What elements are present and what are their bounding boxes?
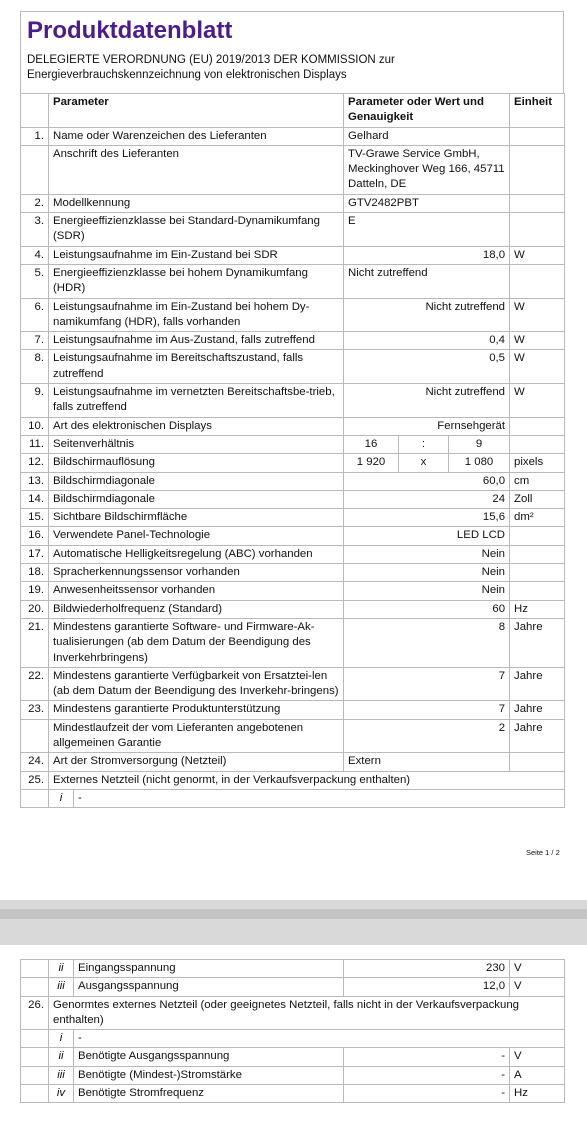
- table-row: [21, 582, 565, 600]
- row-value: 7: [344, 667, 510, 701]
- row-number: 15.: [21, 509, 49, 527]
- row-label: Anwesenheitssensor vorhanden: [49, 582, 344, 600]
- row-value: TV-Grawe Service GmbH, Meckinghover Weg 166, 45711 Datteln, DE: [344, 145, 510, 194]
- subrow-numeral: i: [49, 789, 74, 807]
- subrow-value: -: [344, 1048, 510, 1066]
- row-number: 7.: [21, 332, 49, 350]
- resolution-height: 1 080: [449, 454, 510, 472]
- table-row: [21, 384, 565, 418]
- subrow-numeral: ii: [49, 1048, 74, 1066]
- table-row: [21, 564, 565, 582]
- table-header-row: [21, 94, 565, 128]
- header-unit: Einheit: [510, 94, 565, 128]
- row-unit: Hz: [510, 600, 565, 618]
- row-label: Seitenverhältnis: [49, 435, 344, 453]
- row-value: Gelhard: [344, 127, 510, 145]
- row-unit: W: [510, 332, 565, 350]
- subrow-label: Ausgangsspannung: [74, 978, 344, 996]
- row-label: Leistungsaufnahme im Ein-Zustand bei hohem Dy-namikumfang (HDR), falls vorhanden: [49, 298, 344, 332]
- row-unit: [510, 435, 565, 453]
- row-label: Genormtes externes Netzteil (oder geeignetes Netzteil, falls nicht in der Verkaufsverpackung enthalten): [49, 996, 565, 1030]
- row-unit: [510, 753, 565, 771]
- row-label: Verwendete Panel-Technologie: [49, 527, 344, 545]
- row-unit: Jahre: [510, 719, 565, 753]
- row-label: Anschrift des Lieferanten: [49, 145, 344, 194]
- row-number: 11.: [21, 435, 49, 453]
- row-label: Bildschirmdiagonale: [49, 472, 344, 490]
- row-label: Art der Stromversorgung (Netzteil): [49, 753, 344, 771]
- row-unit: W: [510, 384, 565, 418]
- row-unit: dm²: [510, 509, 565, 527]
- row-label: Energieeffizienzklasse bei Standard-Dynamikumfang (SDR): [49, 213, 344, 247]
- row-label: Leistungsaufnahme im Aus-Zustand, falls zutreffend: [49, 332, 344, 350]
- table-row: [21, 771, 565, 789]
- row-unit: Jahre: [510, 618, 565, 667]
- table-row: [21, 667, 565, 701]
- row-number: 17.: [21, 545, 49, 563]
- subrow-label: Eingangsspannung: [74, 960, 344, 978]
- header-value: Parameter oder Wert und Genauigkeit: [344, 94, 510, 128]
- row-unit: [510, 213, 565, 247]
- empty-nr-cell: [21, 789, 49, 807]
- row-label: Mindestens garantierte Software- und Firmware-Ak-tualisierungen (ab dem Datum der Beendigung des Inverkehrbringens): [49, 618, 344, 667]
- row-label: Externes Netzteil (nicht genormt, in der Verkaufsverpackung enthalten): [49, 771, 565, 789]
- empty-nr-cell: [21, 1048, 49, 1066]
- table-subrow: [21, 1085, 565, 1103]
- row-unit: Zoll: [510, 490, 565, 508]
- row-number: 21.: [21, 618, 49, 667]
- table-subrow: [21, 1066, 565, 1084]
- table-row: [21, 145, 565, 194]
- row-number: 5.: [21, 264, 49, 298]
- subrow-unit: V: [510, 1048, 565, 1066]
- row-label: Leistungsaufnahme im vernetzten Bereitschaftsbe-trieb, falls zutreffend: [49, 384, 344, 418]
- subrow-numeral: ii: [49, 960, 74, 978]
- subrow-numeral: iii: [49, 1066, 74, 1084]
- row-label: Spracherkennungssensor vorhanden: [49, 564, 344, 582]
- row-value: Nicht zutreffend: [344, 298, 510, 332]
- row-value: 24: [344, 490, 510, 508]
- table-row: [21, 701, 565, 719]
- row-unit: [510, 145, 565, 194]
- row-unit: [510, 127, 565, 145]
- table-row: [21, 417, 565, 435]
- table-subrow: [21, 1030, 565, 1048]
- page-number: Seite 1 / 2: [526, 848, 560, 857]
- table-row: [21, 753, 565, 771]
- row-unit: W: [510, 246, 565, 264]
- subrow-unit: V: [510, 960, 565, 978]
- row-value: Nicht zutreffend: [344, 264, 510, 298]
- row-number: 18.: [21, 564, 49, 582]
- header-nr-cell: [21, 94, 49, 128]
- subrow-numeral: iv: [49, 1085, 74, 1103]
- row-value: Nicht zutreffend: [344, 384, 510, 418]
- row-value: Nein: [344, 564, 510, 582]
- row-number: [21, 719, 49, 753]
- row-label: Leistungsaufnahme im Ein-Zustand bei SDR: [49, 246, 344, 264]
- row-value: 0,4: [344, 332, 510, 350]
- row-value: Nein: [344, 582, 510, 600]
- table-row: [21, 332, 565, 350]
- row-label: Modellkennung: [49, 194, 344, 212]
- table-row: [21, 264, 565, 298]
- table-subrow: [21, 789, 565, 807]
- resolution-width: 1 920: [344, 454, 399, 472]
- row-value: Nein: [344, 545, 510, 563]
- table-subrow: [21, 960, 565, 978]
- empty-nr-cell: [21, 978, 49, 996]
- row-unit: pixels: [510, 454, 565, 472]
- row-unit: Jahre: [510, 701, 565, 719]
- row-number: 24.: [21, 753, 49, 771]
- row-label: Sichtbare Bildschirmfläche: [49, 509, 344, 527]
- table-row: [21, 719, 565, 753]
- row-number: [21, 145, 49, 194]
- datasheet-table-continued: [20, 959, 565, 1103]
- row-label: Leistungsaufnahme im Bereitschaftszustand, falls zutreffend: [49, 350, 344, 384]
- table-row: [21, 472, 565, 490]
- row-number: 14.: [21, 490, 49, 508]
- row-unit: [510, 417, 565, 435]
- row-label: Bildschirmauflösung: [49, 454, 344, 472]
- row-unit: [510, 264, 565, 298]
- aspect-height: 9: [449, 435, 510, 453]
- row-number: 19.: [21, 582, 49, 600]
- row-value: GTV2482PBT: [344, 194, 510, 212]
- table-row: [21, 545, 565, 563]
- datasheet-table: [20, 93, 565, 808]
- row-value: 18,0: [344, 246, 510, 264]
- row-value: Extern: [344, 753, 510, 771]
- row-number: 22.: [21, 667, 49, 701]
- row-unit: [510, 564, 565, 582]
- row-number: 26.: [21, 996, 49, 1030]
- regulation-subtitle: DELEGIERTE VERORDNUNG (EU) 2019/2013 DER KOMMISSION zur Energieverbrauchskennzeichnung von elektronischen Displays: [27, 54, 395, 81]
- table-row: [21, 454, 565, 472]
- row-unit: [510, 545, 565, 563]
- table-row: [21, 600, 565, 618]
- row-label: Mindestens garantierte Verfügbarkeit von Ersatztei-len (ab dem Datum der Beendigung des Inverkehr-bringens): [49, 667, 344, 701]
- page-separator: [0, 900, 587, 945]
- table-row: [21, 194, 565, 212]
- row-label: Mindestlaufzeit der vom Lieferanten angebotenen allgemeinen Garantie: [49, 719, 344, 753]
- row-number: 2.: [21, 194, 49, 212]
- row-unit: cm: [510, 472, 565, 490]
- row-value: LED LCD: [344, 527, 510, 545]
- table-row: [21, 435, 565, 453]
- aspect-separator: :: [399, 435, 449, 453]
- subrow-label: -: [74, 789, 565, 807]
- row-unit: W: [510, 350, 565, 384]
- row-number: 13.: [21, 472, 49, 490]
- empty-nr-cell: [21, 1030, 49, 1048]
- row-value: 60: [344, 600, 510, 618]
- row-number: 6.: [21, 298, 49, 332]
- row-label: Mindestens garantierte Produktunterstützung: [49, 701, 344, 719]
- subrow-value: -: [344, 1085, 510, 1103]
- row-unit: [510, 582, 565, 600]
- row-unit: W: [510, 298, 565, 332]
- page-title: Produktdatenblatt: [27, 17, 233, 44]
- subrow-numeral: i: [49, 1030, 74, 1048]
- header-parameter: Parameter: [49, 94, 344, 128]
- row-unit: [510, 527, 565, 545]
- row-number: 12.: [21, 454, 49, 472]
- subrow-unit: V: [510, 978, 565, 996]
- table-row: [21, 350, 565, 384]
- row-label: Bildwiederholfrequenz (Standard): [49, 600, 344, 618]
- empty-nr-cell: [21, 960, 49, 978]
- row-number: 20.: [21, 600, 49, 618]
- row-number: 16.: [21, 527, 49, 545]
- datasheet-page-2: [0, 945, 587, 1128]
- row-label: Art des elektronischen Displays: [49, 417, 344, 435]
- row-number: 10.: [21, 417, 49, 435]
- row-value: 60,0: [344, 472, 510, 490]
- row-number: 1.: [21, 127, 49, 145]
- table-row: [21, 509, 565, 527]
- row-unit: Jahre: [510, 667, 565, 701]
- empty-nr-cell: [21, 1066, 49, 1084]
- row-label: Name oder Warenzeichen des Lieferanten: [49, 127, 344, 145]
- row-value: 8: [344, 618, 510, 667]
- table-row: [21, 490, 565, 508]
- row-value: 15,6: [344, 509, 510, 527]
- row-value: 2: [344, 719, 510, 753]
- subrow-value: -: [344, 1066, 510, 1084]
- table-subrow: [21, 1048, 565, 1066]
- subrow-value: 230: [344, 960, 510, 978]
- row-value: 7: [344, 701, 510, 719]
- subrow-value: 12,0: [344, 978, 510, 996]
- aspect-width: 16: [344, 435, 399, 453]
- table-row: [21, 213, 565, 247]
- table-row: [21, 527, 565, 545]
- subrow-label: Benötigte (Mindest-)Stromstärke: [74, 1066, 344, 1084]
- row-number: 9.: [21, 384, 49, 418]
- table-row: [21, 996, 565, 1030]
- subrow-label: Benötigte Ausgangsspannung: [74, 1048, 344, 1066]
- row-value: 0,5: [344, 350, 510, 384]
- table-row: [21, 298, 565, 332]
- row-number: 4.: [21, 246, 49, 264]
- row-number: 8.: [21, 350, 49, 384]
- empty-nr-cell: [21, 1085, 49, 1103]
- table-row: [21, 618, 565, 667]
- row-label: Energieeffizienzklasse bei hohem Dynamikumfang (HDR): [49, 264, 344, 298]
- subrow-unit: A: [510, 1066, 565, 1084]
- subrow-unit: Hz: [510, 1085, 565, 1103]
- row-number: 3.: [21, 213, 49, 247]
- row-label: Automatische Helligkeitsregelung (ABC) vorhanden: [49, 545, 344, 563]
- row-number: 25.: [21, 771, 49, 789]
- table-row: [21, 127, 565, 145]
- resolution-separator: x: [399, 454, 449, 472]
- row-value: Fernsehgerät: [344, 417, 510, 435]
- subrow-label: -: [74, 1030, 565, 1048]
- row-label: Bildschirmdiagonale: [49, 490, 344, 508]
- subrow-label: Benötigte Stromfrequenz: [74, 1085, 344, 1103]
- page-shadow: [0, 909, 587, 919]
- subrow-numeral: iii: [49, 978, 74, 996]
- row-number: 23.: [21, 701, 49, 719]
- row-unit: [510, 194, 565, 212]
- row-value: E: [344, 213, 510, 247]
- table-subrow: [21, 978, 565, 996]
- table-row: [21, 246, 565, 264]
